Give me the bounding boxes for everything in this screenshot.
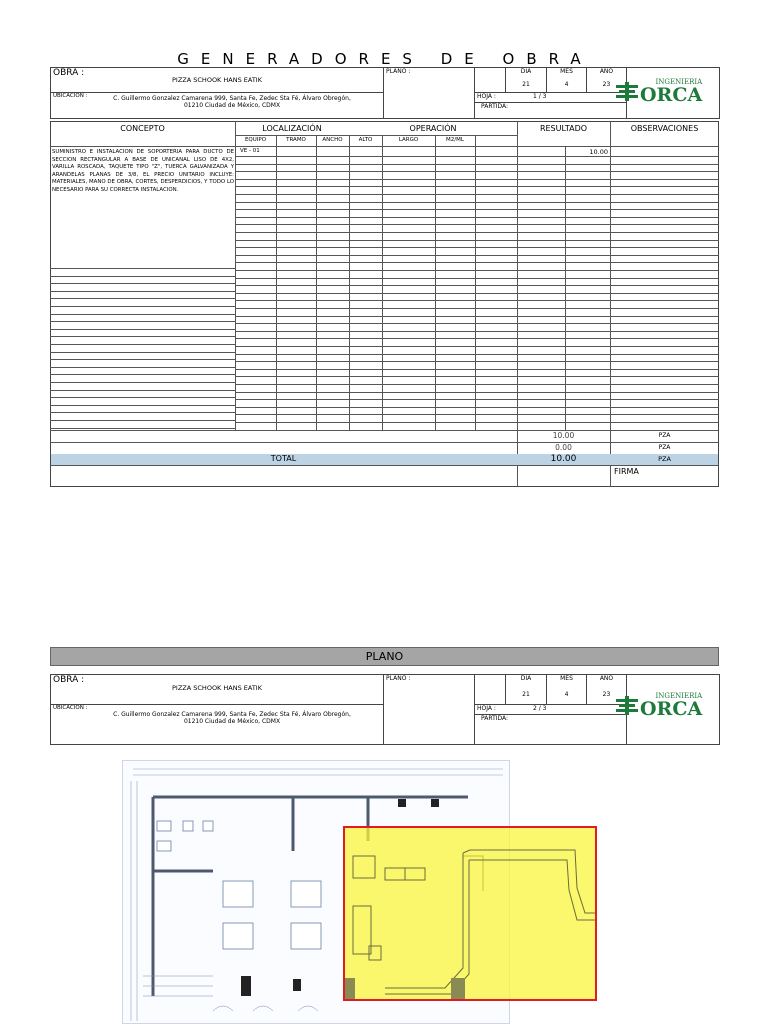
- mes-label: MES: [560, 68, 573, 75]
- dia-cell-2: [506, 675, 547, 705]
- grid-hline: [235, 399, 719, 400]
- orca-logo: [616, 78, 702, 104]
- header-observaciones: OBSERVACIONES: [630, 124, 699, 133]
- grid-hline: [50, 298, 235, 299]
- grid-hline: [235, 164, 719, 165]
- obra-value: PIZZA SCHOOK HANS EATIK: [172, 76, 262, 84]
- plano-label: PLANO :: [384, 68, 475, 119]
- grid-hline: [235, 171, 719, 172]
- ubicacion-line1-2: C. Guillermo Gonzalez Camarena 999, Santa Fe, Zedec Sta Fé, Álvaro Obregón,: [113, 711, 351, 718]
- grid-hline: [235, 308, 719, 309]
- dia-label-2: DÍA: [520, 675, 532, 682]
- dia-value: 21: [522, 81, 530, 88]
- ubicacion-line2-2: 01210 Ciudad de México, CDMX: [183, 718, 281, 725]
- hoja-label-2: HOJA :: [477, 705, 496, 712]
- ubicacion-line2: 01210 Ciudad de México, CDMX: [183, 102, 281, 109]
- sum2-value: 0.00: [555, 443, 572, 452]
- grid-hline: [235, 422, 719, 423]
- subheader-equipo: EQUIPO: [244, 137, 267, 143]
- ubicacion-label-2: UBICACION :: [53, 705, 88, 711]
- header-concepto: CONCEPTO: [120, 124, 165, 133]
- grid-hline: [235, 316, 719, 317]
- logo-big-text: ORCA: [640, 84, 703, 106]
- grid-hline: [235, 407, 719, 408]
- ubicacion-label: UBICACIÓN :: [53, 93, 88, 99]
- subheader-m2ml: M2/ML: [446, 137, 464, 143]
- sheet-title: GENERADORES DE OBRA: [177, 50, 593, 68]
- grid-vline: [316, 146, 317, 430]
- sum1-unit: PZA: [658, 432, 671, 439]
- grid-hline: [50, 321, 235, 322]
- hoja-value: 1 / 3: [533, 93, 547, 100]
- grid-hline: [50, 405, 235, 406]
- dia-label: DÍA: [520, 68, 532, 75]
- grid-hline: [235, 262, 719, 263]
- total-label: TOTAL: [270, 454, 297, 463]
- grid-hline: [50, 374, 235, 375]
- header-localizacion: LOCALIZACIÓN: [262, 124, 322, 133]
- hoja-value-2: 2 / 3: [533, 705, 547, 712]
- grid-hline: [235, 240, 719, 241]
- mes-cell-2: [547, 675, 587, 705]
- sum2-unit: PZA: [658, 444, 671, 451]
- highlight-ductwork-svg: [345, 828, 595, 999]
- grid-hline: [50, 291, 235, 292]
- grid-hline: [235, 209, 719, 210]
- grid-hline: [235, 392, 719, 393]
- grid-hline: [50, 276, 235, 277]
- total-value: 10.00: [550, 454, 577, 464]
- mes-cell: [547, 68, 587, 93]
- mes-value: 4: [564, 81, 569, 88]
- grid-hline: [235, 194, 719, 195]
- grid-hline: [235, 202, 719, 203]
- grid-hline: [50, 314, 235, 315]
- grid-hline: [235, 361, 719, 362]
- ubicacion-line1: C. Guillermo Gonzalez Camarena 999, Santa Fe, Zedec Sta Fé, Álvaro Obregón,: [113, 95, 351, 102]
- grid-hline: [235, 186, 719, 187]
- grid-hline: [50, 329, 235, 330]
- logo-big-text-2: ORCA: [640, 698, 703, 720]
- grid-hline: [235, 338, 719, 339]
- grid-hline: [235, 376, 719, 377]
- grid-hline: [50, 306, 235, 307]
- header-resultado: RESULTADO: [539, 124, 588, 133]
- grid-hline: [50, 359, 235, 360]
- grid-vline: [475, 135, 476, 146]
- orca-logo-mark: [616, 82, 638, 100]
- grid-hline: [235, 300, 719, 301]
- grid-hline: [235, 232, 719, 233]
- grid-hline: [50, 344, 235, 345]
- obra-label-2: OBRA :: [53, 675, 85, 685]
- subheader-tramo: TRAMO: [286, 137, 306, 143]
- logo-small-text-2: INGENIERIA: [655, 692, 703, 700]
- grid-hline: [235, 270, 719, 271]
- grid-vline: [475, 146, 476, 430]
- dia-value-2: 21: [522, 691, 530, 698]
- highlight-region: [343, 826, 597, 1001]
- grid-hline: [50, 283, 235, 284]
- plano-banner: PLANO: [50, 647, 719, 666]
- logo-small-text: INGENIERIA: [655, 78, 703, 86]
- grid-hline: [235, 323, 719, 324]
- obra-value-2: PIZZA SCHOOK HANS EATIK: [172, 684, 262, 692]
- grid-hline: [235, 255, 719, 256]
- grid-hline: [235, 354, 719, 355]
- orca-logo-mark-2: [616, 696, 638, 714]
- grid-hline: [235, 369, 719, 370]
- grid-hline: [50, 268, 235, 269]
- hoja-label: HOJA :: [477, 93, 496, 100]
- subheader-largo: LARGO: [398, 137, 419, 143]
- mes-label-2: MES: [560, 675, 573, 682]
- grid-hline: [50, 352, 235, 353]
- subheader-ancho: ANCHO: [322, 137, 343, 143]
- grid-hline: [50, 465, 719, 466]
- mes-value-2: 4: [564, 691, 569, 698]
- grid-hline: [235, 247, 719, 248]
- subheader-alto: ALTO: [358, 137, 373, 143]
- anio-value: 23: [602, 81, 611, 88]
- grid-hline: [50, 382, 235, 383]
- grid-hline: [235, 293, 719, 294]
- anio-label: AÑO: [599, 68, 614, 75]
- anio-label-2: AÑO: [599, 675, 614, 682]
- orca-logo-2: [616, 692, 702, 718]
- grid-hline: [235, 331, 719, 332]
- total-unit: PZA: [658, 455, 671, 463]
- anio-value-2: 23: [602, 691, 611, 698]
- grid-hline: [50, 367, 235, 368]
- plano-label-2: PLANO :: [384, 675, 475, 745]
- grid-vline: [435, 146, 436, 430]
- grid-hline: [235, 156, 719, 157]
- partida-label-2: PARTIDA:: [481, 715, 509, 722]
- grid-hline: [235, 346, 719, 347]
- grid-hline: [50, 397, 235, 398]
- grid-hline: [235, 224, 719, 225]
- grid-hline: [50, 442, 719, 443]
- grid-hline: [50, 146, 719, 147]
- obra-label: OBRA :: [53, 68, 85, 78]
- grid-hline: [235, 414, 719, 415]
- grid-vline: [276, 146, 277, 430]
- grid-hline: [50, 412, 235, 413]
- grid-hline: [50, 420, 235, 421]
- partida-label: PARTIDA:: [481, 103, 509, 110]
- grid-hline: [235, 217, 719, 218]
- concept-description: SUMINISTRO E INSTALACION DE SOPORTERIA PARA DUCTO DE SECCION RECTANGULAR A BASE DE UNICANAL LISO DE 4X2, VARILLA ROSCADA, TAQUETE TIPO "Z", TUERCA GALVANIZADA Y ARANDELAS PLANAS DE 3/8, EL PRECIO UNITARIO INCLUYE: MATERIALES, MANO DE OBRA, CORTES, DESPERDICIOS, Y TODO LO NECESARIO PARA SU CORRECTA INSTALACION.: [52, 149, 234, 193]
- grid-hline: [235, 285, 719, 286]
- dia-cell: [506, 68, 547, 93]
- grid-vline: [349, 146, 350, 430]
- grid-hline: [50, 390, 235, 391]
- grid-hline: [50, 430, 719, 431]
- grid-hline: [235, 179, 719, 180]
- grid-hline: [235, 384, 719, 385]
- grid-vline: [235, 146, 236, 430]
- row1-result: 10.00: [589, 148, 608, 156]
- grid-vline: [382, 146, 383, 430]
- sum1-value: 10.00: [552, 431, 575, 440]
- row1-equipo: VE - 01: [240, 148, 260, 154]
- header-operacion: OPERACIÓN: [409, 124, 457, 133]
- grid-hline: [50, 428, 235, 429]
- grid-vline: [565, 146, 566, 430]
- firma-label: FIRMA: [614, 467, 639, 476]
- grid-hline: [235, 278, 719, 279]
- grid-hline: [50, 336, 235, 337]
